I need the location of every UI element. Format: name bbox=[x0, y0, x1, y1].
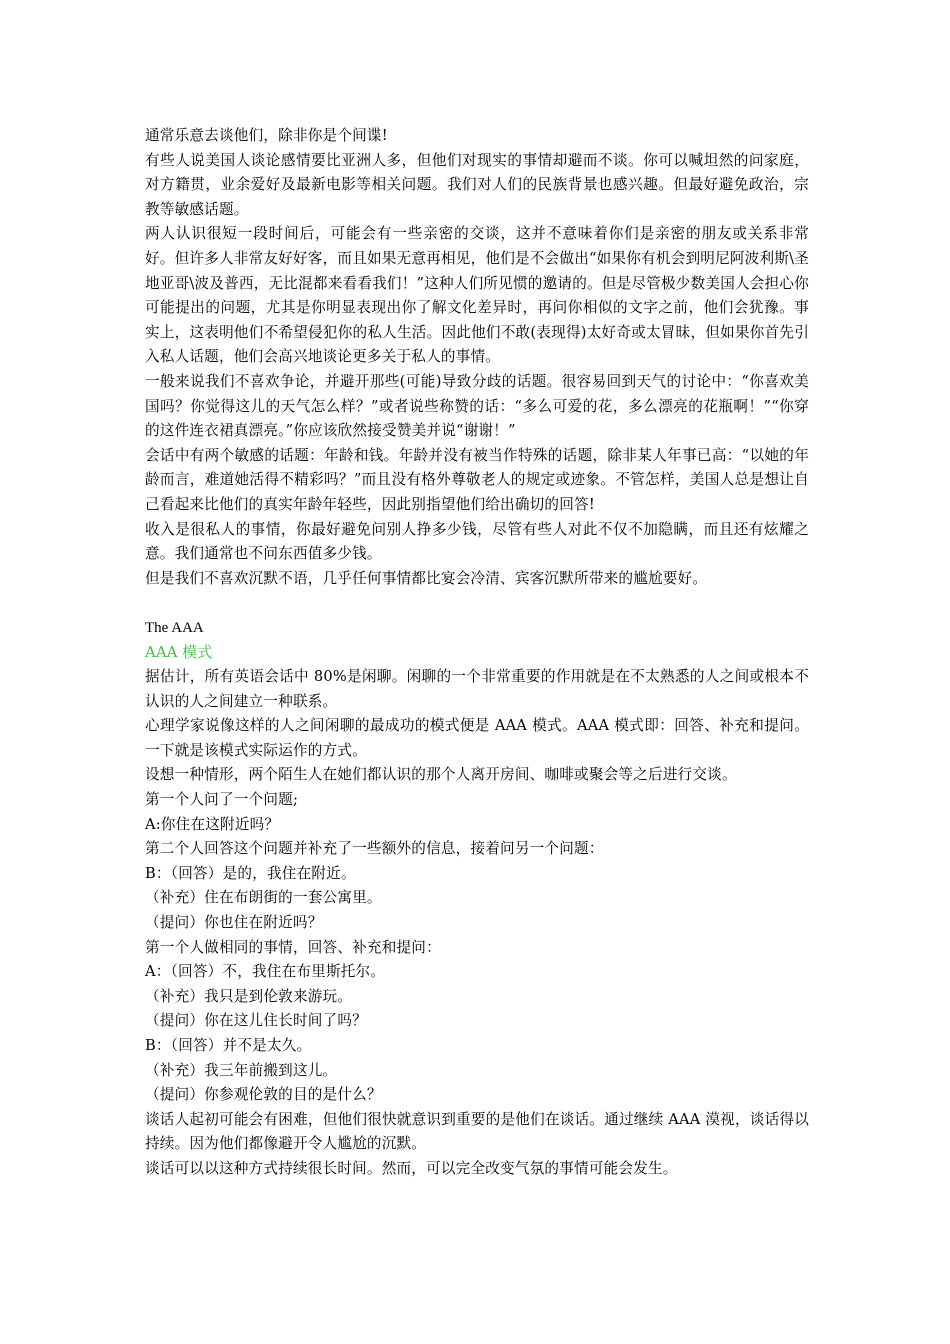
dialogue-line: B：（回答）是的，我住在附近。 bbox=[145, 864, 356, 882]
section-aaa bbox=[145, 616, 809, 1182]
paragraph: 两人认识很短一段时间后，可能会有一些亲密的交谈，这并不意味着你们是亲密的朋友或关系非常好。但许多人非常友好好客，而且如果无意再相见，他们是不会做出“如果你有机会到明尼阿波利斯\圣地亚哥\波及普西，无比混都来看看我们！”这种人们所见惯的邀请的。但是尽管极少数美国人会担心你可能提出的问题，尤其是你明显表现出你了解文化差异时，再问你相似的文字之前，他们会犹豫。事实上，这表明他们不希望侵犯你的私人生活。因此他们不敢(表现得)太好奇或太冒昧，但如果你首先引入私人话题，他们会高兴地谈论更多关于私人的事情。 bbox=[145, 225, 809, 366]
paragraph: 据估计，所有英语会话中 80%是闲聊。闲聊的一个非常重要的作用就是在不太熟悉的人之间或根本不认识的人之间建立一种联系。 bbox=[145, 668, 809, 710]
paragraph: 设想一种情形，两个陌生人在她们都认识的那个人离开房间、咖啡或聚会等之后进行交谈。 bbox=[145, 766, 737, 784]
paragraph: 第一个人做相同的事情，回答、补充和提问： bbox=[145, 938, 441, 956]
paragraph: 但是我们不喜欢沉默不语，几乎任何事情都比宴会冷清、宾客沉默所带来的尴尬要好。 bbox=[145, 569, 708, 587]
dialogue-line: （提问）你参观伦敦的目的是什么？ bbox=[145, 1086, 382, 1104]
blank-line bbox=[145, 591, 809, 616]
document-page bbox=[145, 124, 809, 1182]
paragraph: 第二个人回答这个问题并补充了一些额外的信息，接着问另一个问题： bbox=[145, 840, 604, 858]
section-small-talk bbox=[145, 124, 809, 591]
paragraph: 通常乐意去谈他们，除非你是个间谍! bbox=[145, 127, 388, 144]
dialogue-line: （提问）你也住在附近吗？ bbox=[145, 914, 323, 931]
dialogue-line: （补充）我只是到伦敦来游玩。 bbox=[145, 987, 353, 1005]
paragraph: 收入是很私人的事情，你最好避免问别人挣多少钱，尽管有些人对此不仅不加隐瞒，而且还有炫耀之意。我们通常也不问东西值多少钱。 bbox=[145, 520, 809, 563]
dialogue-line: A:你住在这附近吗？ bbox=[145, 815, 280, 833]
paragraph: 心理学家说像这样的人之间闲聊的最成功的模式便是 AAA 模式。AAA 模式即：回答、补充和提问。一下就是该模式实际运作的方式。 bbox=[145, 717, 809, 759]
dialogue-line: （提问）你在这儿住长时间了吗？ bbox=[145, 1012, 367, 1030]
dialogue-line: B：（回答）并不是太久。 bbox=[145, 1036, 312, 1054]
paragraph: 有些人说美国人谈论感情要比亚洲人多，但他们对现实的事情却避而不谈。你可以喊坦然的问家庭，对方籍贯，业余爱好及最新电影等相关问题。我们对人们的民族背景也感兴趣。但最好避免政治，宗教等敏感话题。 bbox=[145, 151, 809, 218]
paragraph: 第一个人问了一个问题; bbox=[145, 791, 299, 809]
dialogue-line: A：（回答）不，我住在布里斯托尔。 bbox=[145, 963, 386, 981]
paragraph: 一般来说我们不喜欢争论，并避开那些(可能)导致分歧的话题。很容易回到天气的讨论中：“你喜欢美国吗？你觉得这儿的天气怎么样？”或者说些称赞的话：“多么可爱的花，多么漂亮的花瓶啊！”“你穿的这件连衣裙真漂亮。”你应该欣然接受赞美并说“谢谢！” bbox=[145, 372, 809, 440]
paragraph: 谈话人起初可能会有困难，但他们很快就意识到重要的是他们在谈话。通过继续 AAA 漠视，谈话得以持续。因为他们都像避开令人尴尬的沉默。 bbox=[145, 1110, 809, 1153]
dialogue-line: （补充）我三年前搬到这儿。 bbox=[145, 1061, 338, 1079]
paragraph: 会话中有两个敏感的话题：年龄和钱。年龄并没有被当作特殊的话题，除非某人年事已高：“以她的年龄而言，难道她活得不精彩吗？”而且没有格外尊敬老人的规定或迹象。不管怎样，美国人总是想让自己看起来比他们的真实年龄年轻些，因此别指望他们给出确切的回答! bbox=[145, 446, 809, 513]
section-title-english: The AAA bbox=[145, 619, 204, 636]
dialogue-line: （补充）住在布朗街的一套公寓里。 bbox=[145, 889, 382, 907]
paragraph: 谈话可以以这种方式持续很长时间。然而，可以完全改变气氛的事情可能会发生。 bbox=[145, 1159, 678, 1177]
section-title-chinese: AAA 模式 bbox=[145, 643, 213, 662]
